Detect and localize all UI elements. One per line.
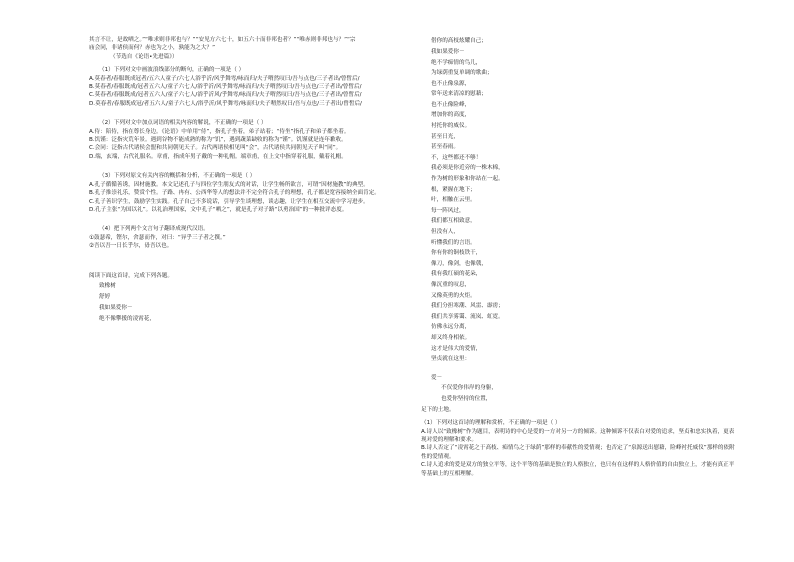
passage-line: 庙会同，非诸侯而何？赤也为之小，孰能为之大？” <box>89 45 215 52</box>
poem-line: 坚贞就在这里： <box>431 356 471 363</box>
poem-line: 作为树的形象和你站在一起。 <box>431 176 504 183</box>
poem-line: 像沉重的叹息， <box>431 281 471 288</box>
poem-line: 又像英勇的火炬。 <box>431 292 476 299</box>
poem-line: 不仅爱你伟岸的身躯， <box>441 385 497 392</box>
poem-question-1-option-c: C.诗人追求的爱是双方的独立平等，这个平等的基础是独立的人格独立，也只有在这样的人格价值的自由独立上，才能有真正平等基础上的互相理解。 <box>421 462 735 477</box>
poem-line: 每一阵风过， <box>431 207 465 214</box>
right-column <box>421 36 739 478</box>
question-3-option-a: A.孔子循循善诱，因材施教。本文记述孔子与四位学生朋友式的对话，让学生畅所欲言，可谓“因材施教”的典型。 <box>89 181 369 188</box>
question-3-option-b: B.孔子推崇礼乐，赞赏个性。子路、冉有、公西华等人的想法并不完全符合孔子的理想，孔子都是宽容接纳全面肯定。 <box>89 190 380 197</box>
poem-line: 我有我红硕的花朵， <box>431 271 482 278</box>
poem-line: 衬托你的威仪。 <box>431 123 471 130</box>
poem-line: 你有你的铜枝铁干， <box>431 250 482 257</box>
question-2-option-b: B.饥馑：泛指灾荒年景。遇到谷物不能成熟的称为“饥”，遇到蔬菜缺收的称为“馑”。饥馑就是连年歉收。 <box>89 137 347 144</box>
poem-line: 这才是伟大的爱情， <box>431 345 482 352</box>
poem-line: 也不止像险峰， <box>431 101 471 108</box>
poem-line: 甚至春雨。 <box>431 144 459 151</box>
question-2-option-d: D.端，玄端，古代礼服名。章甫，指成年男子戴的一种礼帽。端章甫，在上文中指穿着礼服，戴着礼帽。 <box>89 153 347 160</box>
poem-line: 也爱你坚持的位置， <box>441 395 492 402</box>
passage-line: 其言不让，是故哂之。”“唯求则非邦也与？”“安见方六七十，如五六十而非邦也者？”“唯赤则非邦也与？”“宗 <box>89 37 356 43</box>
poem-line: 我们都互相致意， <box>431 218 476 225</box>
question-1-option-c: C.莫春者/春服既成/冠者五六人/童子六七人/浴乎沂风/乎舞雩/咏而归/夫子喟然叹曰/吾与点也/三子者出/曾皙后/ <box>89 92 362 99</box>
poem-line: 我们分担寒潮、风雷、霹雳； <box>431 303 504 310</box>
question-2-option-a: A.侍：陪侍，指在尊长身边。《论语》中单用“侍”，指孔子坐着，弟子站着；“侍坐”指孔子和弟子都坐着。 <box>89 128 350 135</box>
poem-line: 绝不学痴情的鸟儿， <box>431 59 482 66</box>
poem-line: 为绿荫重复单调的歌曲； <box>431 70 493 77</box>
poem-question-1-option-b: B.诗人否定了“凌霄花之于高枝、痴情鸟之于绿荫”那样的奉献性的爱情观；也否定了“泉源送出慰藉，险峰衬托威仪”那样的依附性的爱情观。 <box>421 445 735 460</box>
poem-stanza-main <box>421 47 739 365</box>
question-4-item-1: ①鼓瑟希，铿尔，舍瑟而作，对曰：“异乎三子者之撰。” <box>89 234 226 241</box>
question-3-option-d: D.孔子主张“为国以礼”。以礼治理国家，文中孔子“哂之”，就是孔子对子路“以勇治国”的一种批评态度。 <box>89 206 348 213</box>
question-1-option-a: A.莫春者/春服既成冠者/五六人童子/六七人浴乎沂/风乎舞雩/咏而归/夫子喟然叹曰/吾与点也/三子者出/曾皙后/ <box>89 75 360 82</box>
poem-line: 像刀，像剑，也像戟， <box>431 260 487 267</box>
poem-line: 但没有人， <box>431 229 459 235</box>
poem-line: 借你的高枝炫耀自己； <box>431 38 487 44</box>
poem-author: 舒婷 <box>99 294 111 301</box>
question-3-stem: （3）下列对原文有关内容的概括和分析，不正确的一项是（ ） <box>99 173 256 180</box>
question-4-item-2: ②吾以吾一日长乎尔，毋吾以也。 <box>89 243 173 250</box>
question-1-option-d: D.莫春者/春服既成冠/者五六人/童子六七人/浴乎沂/风乎舞雩/咏而归/夫子喟然叹曰/吾与点也/三子者出/曾皙后/ <box>89 100 362 107</box>
poem-line: 却又终身相依。 <box>431 334 471 341</box>
poem-line: 叶，相触在云里。 <box>431 197 476 204</box>
question-2-stem: （2）下列对文中加点词语的相关内容的解说，不正确的一项是（ ） <box>99 120 267 127</box>
passage-source: （节选自《论语•先进篇》） <box>110 53 178 60</box>
poem-question-1-option-a: A.诗人以“致橡树”作为题目，表明诗的中心是爱的一方对另一方的倾诉。这种倾诉不仅表白对爱的追求，坚贞和忠实执着，更表现对爱的理解和要求。 <box>421 428 735 443</box>
poem-line: 常年送来清凉的慰藉； <box>431 91 487 98</box>
question-3-option-c: C.孔子善识学生，鼓励学生实践。孔子自己不多说话，引导学生谈理想，谈志趣，让学生在相互交流中学习进步。 <box>89 198 369 205</box>
question-4-stem: （4）把下列两个文言句子翻译成现代汉语。 <box>99 226 209 233</box>
poem-line: 爱－ <box>431 374 443 381</box>
poem-line: 甚至日光， <box>431 133 459 140</box>
poem-line: 听懂我们的言语。 <box>431 239 476 246</box>
poem-instruction: 阅读下面这首诗，完成下列各题。 <box>89 272 173 279</box>
poem-stanza-final <box>421 373 739 415</box>
poem-question-1-stem: （1）下列对这首诗的理解和赏析，不正确的一项是（ ） <box>421 420 561 427</box>
poem-line: 也不止像泉源， <box>431 80 471 87</box>
poem-line: 我必须是你近旁的一株木棉， <box>431 165 504 172</box>
poem-line: 增加你的高度， <box>431 112 471 119</box>
poem-line: 不，这些都还不够！ <box>431 154 482 161</box>
poem-title: 致橡树 <box>99 283 116 290</box>
poem-line: 足下的土地。 <box>421 406 455 413</box>
poem-line: 仿佛永远分离， <box>431 324 471 331</box>
question-1-option-b: B.莫春者/春服既成/冠者五六人/童子六七人/浴乎沂/风乎舞雩/咏而归/夫子喟然叹曰/吾与点也/三子者出/曾皙后/ <box>89 84 362 91</box>
poem-line: 我如果爱你－ <box>99 305 133 312</box>
left-column <box>89 36 407 325</box>
poem-line: 我们共享雾霭、流岚、虹霓。 <box>431 313 504 320</box>
question-1-stem: （1）下列对文中画波浪线部分的断句，正确的一项是（ ） <box>99 67 245 74</box>
poem-line: 我如果爱你－ <box>431 48 465 55</box>
poem-line: 根，紧握在地下； <box>431 186 476 193</box>
question-2-option-c: C.会同：泛指古代诸侯会盟和共同朝见天子。古代两诸侯相见叫“会”，古代诸侯共同朝见天子叫“同”。 <box>89 145 342 152</box>
poem-line: 绝不像攀援的凌霄花， <box>99 316 155 323</box>
